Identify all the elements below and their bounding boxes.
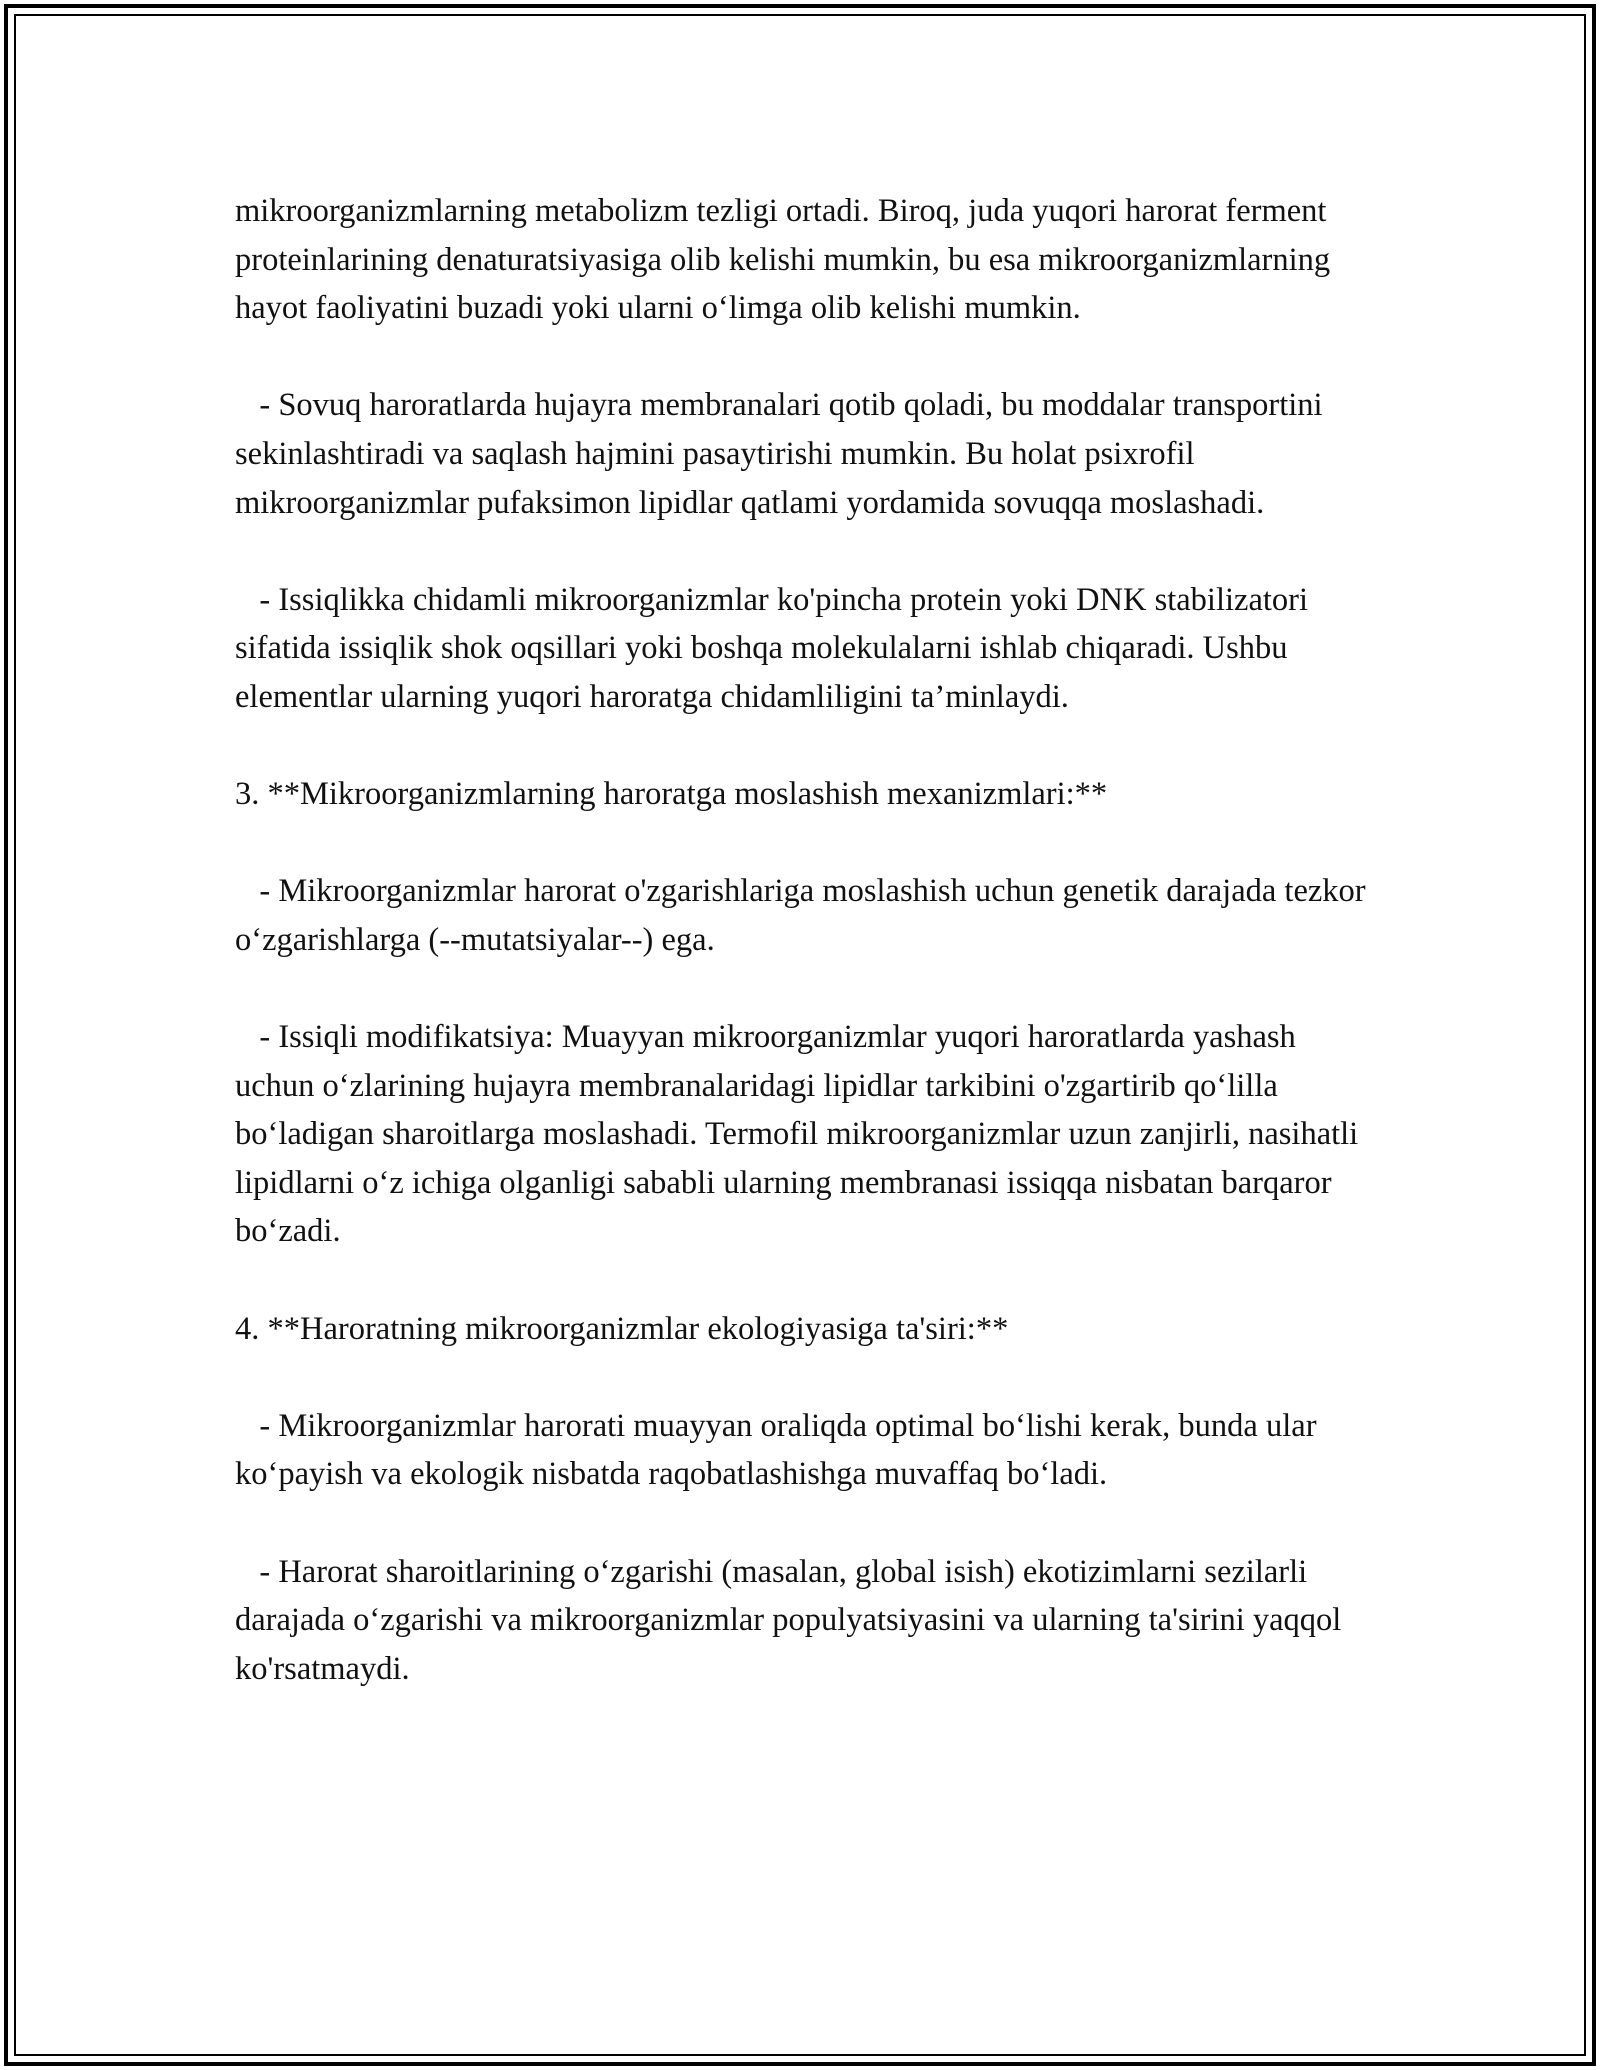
paragraph-heat-resistant: - Issiqlikka chidamli mikroorganizmlar ko'pincha protein yoki DNK stabilizatori sifatida issiqlik shok oqsillari yoki boshqa molekulalarni ishlab chiqaradi. Ushbu elementlar ularning yuqori haroratga chidamliligini ta’minlaydi. xyxy=(235,581,1317,715)
heading-temperature-ecology: 4. **Haroratning mikroorganizmlar ekologiyasiga ta'siri:** xyxy=(235,1310,1009,1347)
paragraph-genetic-changes: - Mikroorganizmlar harorat o'zgarishlariga moslashish uchun genetik darajada tezkor o‘zgarishlarga (--mutatsiyalar--) ega. xyxy=(235,873,1374,958)
document-body xyxy=(235,187,1375,1693)
paragraph-climate-change: - Harorat sharoitlarining o‘zgarishi (masalan, global isish) ekotizimlarni sezilarli darajada o‘zgarishi va mikroorganizmlar populyatsiyasini va ularning ta'sirini yaqqol ko'rsatmaydi. xyxy=(235,1553,1350,1687)
paragraph-cold-temperatures: - Sovuq haroratlarda hujayra membranalari qotib qoladi, bu moddalar transportini sekinlashtiradi va saqlash hajmini pasaytirishi mumkin. Bu holat psixrofil mikroorganizmlar pufaksimon lipidlar qatlami yordamida sovuqqa moslashadi. xyxy=(235,387,1331,521)
paragraph-heat-modification: - Issiqli modifikatsiya: Muayyan mikroorganizmlar yuqori haroratlarda yashash uchun o‘zlarining hujayra membranalaridagi lipidlar tarkibini o'zgartirib qo‘lilla bo‘ladigan sharoitlarga moslashadi. Termofil mikroorganizmlar uzun zanjirli, nasihatli lipidlarni o‘z ichiga olganligi sababli ularning membranasi issiqqa nisbatan barqaror bo‘zadi. xyxy=(235,1019,1367,1250)
paragraph-optimal-range: - Mikroorganizmlar harorati muayyan oraliqda optimal bo‘lishi kerak, bunda ular ko‘payish va ekologik nisbatda raqobatlashishga muvaffaq bo‘ladi. xyxy=(235,1407,1325,1493)
heading-adaptation-mechanisms: 3. **Mikroorganizmlarning haroratga moslashish mexanizmlari:** xyxy=(235,776,1108,813)
paragraph-metabolism-intro: mikroorganizmlarning metabolizm tezligi ortadi. Biroq, juda yuqori harorat ferment proteinlarining denaturatsiyasiga olib kelishi mumkin, bu esa mikroorganizmlarning hayot faoliyatini buzadi yoki ularni o‘limga olib kelishi mumkin. xyxy=(235,193,1339,327)
